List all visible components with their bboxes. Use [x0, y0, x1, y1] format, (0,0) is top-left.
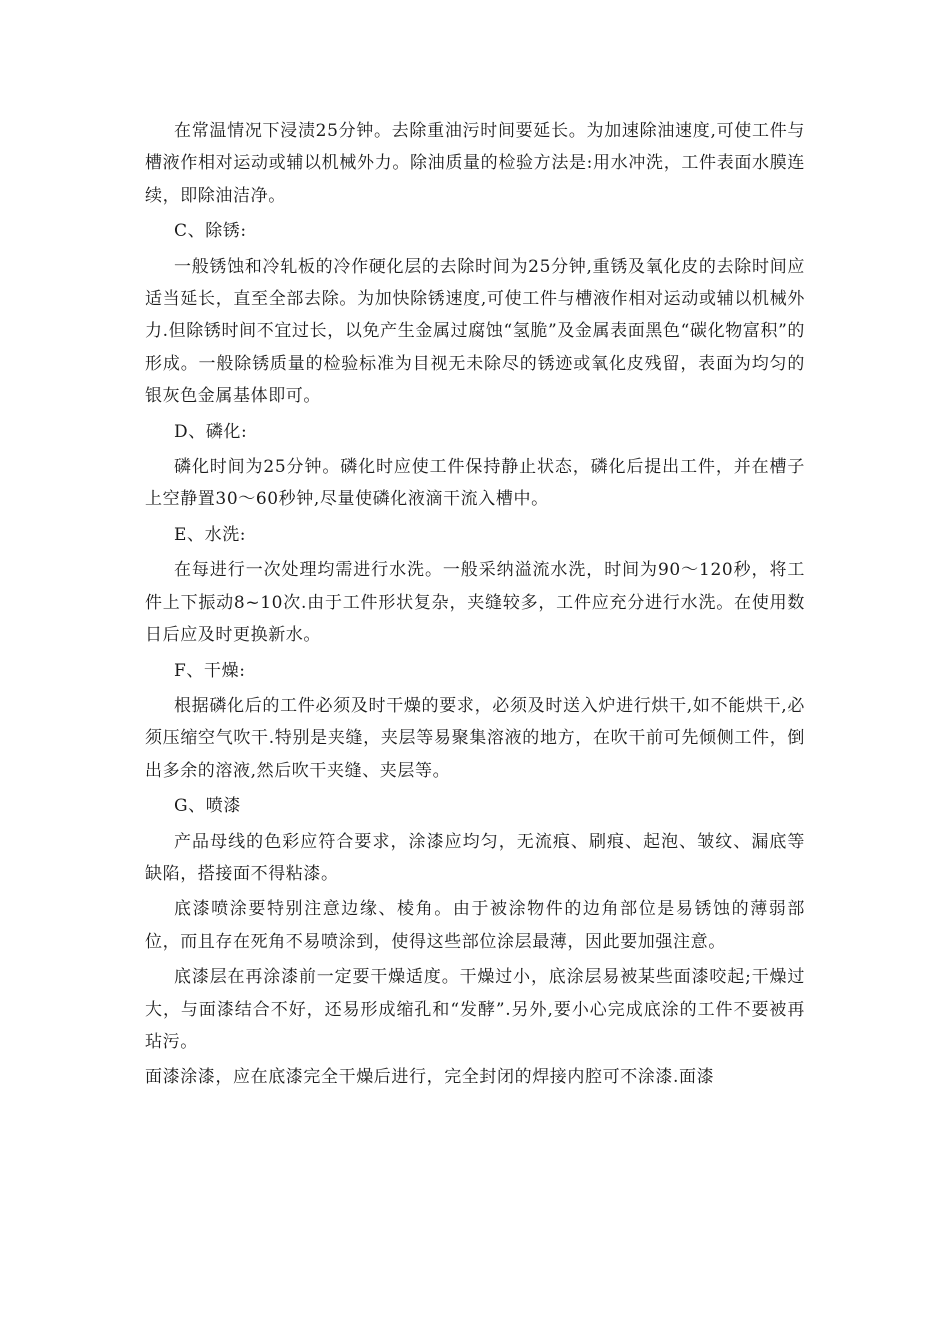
paragraph-drying: 根据磷化后的工件必须及时干燥的要求，必须及时送入炉进行烘干,如不能烘干,必须压缩空气吹干.特别是夹缝，夹层等易聚集溶液的地方，在吹干前可先倾侧工件，倒出多余的溶液,然后吹干夹缝、夹层等。	[145, 695, 805, 781]
paragraph-derusting: 一般锈蚀和冷轧板的冷作硬化层的去除时间为25分钟,重锈及氧化皮的去除时间应适当延长，直至全部去除。为加快除锈速度,可使工件与槽液作相对运动或辅以机械外力.但除锈时间不宜过长，以免产生金属过腐蚀“氢脆”及金属表面黑色“碳化物富积”的形成。一般除锈质量的检验标准为目视无未除尽的锈迹或氧化皮残留，表面为均匀的银灰色金属基体即可。	[145, 256, 805, 407]
heading-washing: E、水洗:	[174, 524, 247, 545]
heading-painting: G、喷漆	[174, 796, 241, 817]
paragraph-primer-drying: 底漆层在再涂漆前一定要干燥适度。干燥过小，底涂层易被某些面漆咬起;干燥过大，与面漆结合不好，还易形成缩孔和“发酵”.另外,要小心完成底涂的工件不要被再玷污。	[145, 967, 805, 1052]
paragraph-painting-color: 产品母线的色彩应符合要求，涂漆应均匀，无流痕、刷痕、起泡、皱纹、漏底等缺陷，搭接面不得粘漆。	[145, 831, 805, 884]
document-body	[145, 115, 805, 1097]
paragraph-washing: 在每进行一次处理均需进行水洗。一般采纳溢流水洗，时间为90～120秒，将工件上下振动8~10次.由于工件形状复杂，夹缝较多，工件应充分进行水洗。在使用数日后应及时更换新水。	[145, 560, 805, 646]
heading-phosphating: D、磷化:	[174, 421, 248, 442]
heading-drying: F、干燥:	[174, 660, 246, 681]
paragraph-degreasing-time: 在常温情况下浸渍25分钟。去除重油污时间要延长。为加速除油速度,可使工件与槽液作相对运动或辅以机械外力。除油质量的检验方法是:用水冲洗，工件表面水膜连续，即除油洁净。	[145, 121, 805, 206]
heading-derusting: C、除锈:	[174, 221, 247, 242]
paragraph-phosphating: 磷化时间为25分钟。磷化时应使工件保持静止状态，磷化后提出工件，并在槽子上空静置30～60秒钟,尽量使磷化液滴干流入槽中。	[145, 457, 805, 510]
paragraph-primer-edges: 底漆喷涂要特别注意边缘、棱角。由于被涂物件的边角部位是易锈蚀的薄弱部位，而且存在死角不易喷涂到，使得这些部位涂层最薄，因此要加强注意。	[145, 899, 805, 952]
paragraph-topcoat: 面漆涂漆，应在底漆完全干燥后进行，完全封闭的焊接内腔可不涂漆.面漆	[145, 1067, 715, 1088]
